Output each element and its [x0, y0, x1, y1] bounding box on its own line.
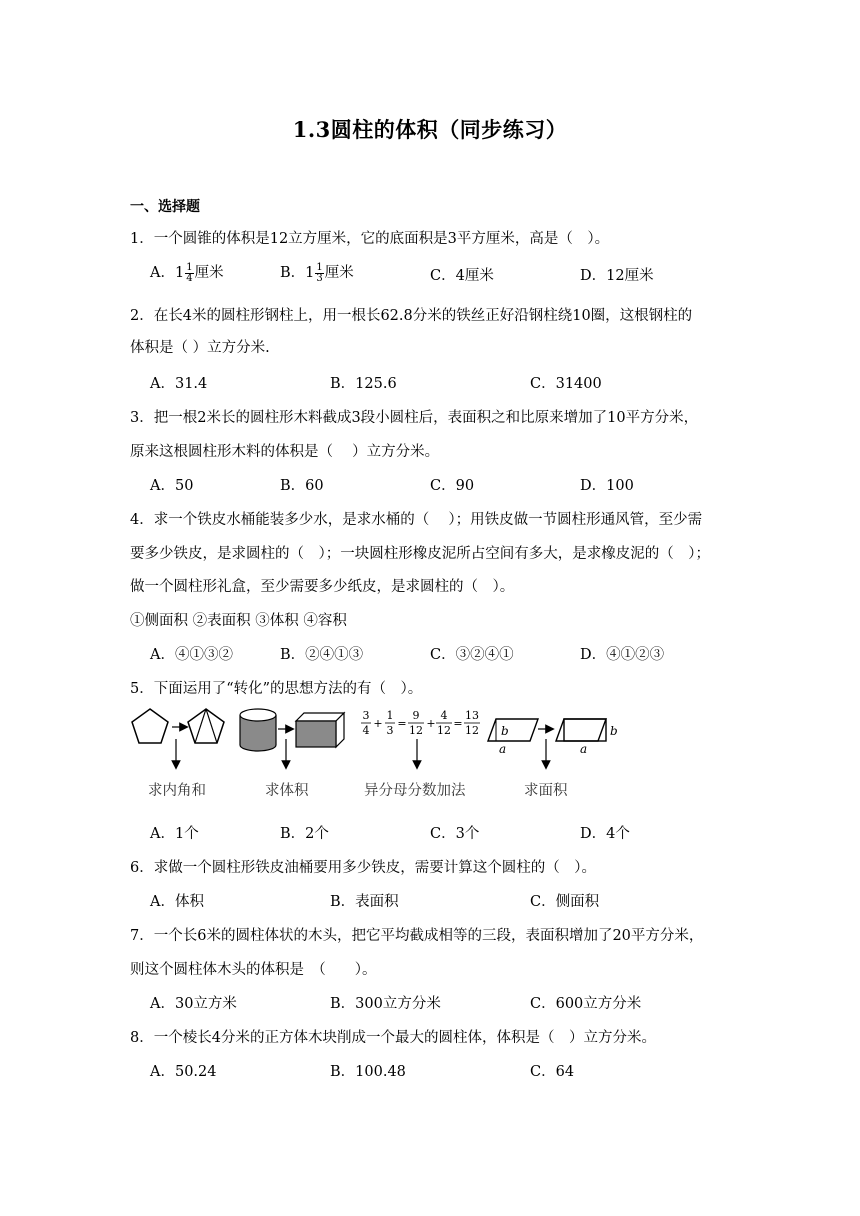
- q1-option-b-label: B．: [280, 265, 306, 281]
- q1-option-b-fraction: [315, 263, 323, 284]
- q2-option-a[interactable]: A．31.4: [150, 376, 208, 392]
- q1-option-b[interactable]: [280, 261, 354, 284]
- eq-d4: 12: [437, 724, 451, 737]
- label-b: b: [610, 724, 618, 738]
- eq-d2: 3: [386, 724, 394, 737]
- eq-n5: 13: [465, 709, 479, 722]
- q1-option-c[interactable]: C．4厘米: [430, 268, 494, 284]
- q1-option-d[interactable]: D．12厘米: [580, 268, 654, 284]
- q3-option-d[interactable]: D．100: [580, 478, 634, 494]
- eq-n2: 1: [386, 709, 394, 722]
- eq-d1: 4: [362, 724, 370, 737]
- eq-d3: 12: [409, 724, 423, 737]
- q3-option-a[interactable]: A．50: [150, 478, 194, 494]
- q8-stem: 8．一个棱长4分米的正方体木块削成一个最大的圆柱体，体积是（ ）立方分米。: [130, 1030, 656, 1046]
- eq-n4: 4: [440, 709, 448, 722]
- q2-stem-line2: 体积是（ ）立方分米.: [130, 340, 270, 356]
- q7-stem-line1: 7．一个长6米的圆柱体状的木头，把它平均截成相等的三段，表面积增加了20平方分米，: [130, 928, 704, 944]
- q5-option-d[interactable]: D．4个: [580, 826, 630, 842]
- caption-interior-angle: 求内角和: [148, 783, 206, 799]
- q4-option-d[interactable]: D．④①②③: [580, 647, 665, 663]
- q5-stem: 5．下面运用了“转化”的思想方法的有（ ）。: [130, 681, 423, 697]
- q1-option-b-whole: 1: [305, 265, 315, 281]
- q4-option-b[interactable]: B．②④①③: [280, 647, 364, 663]
- svg-text:=: =: [397, 717, 407, 730]
- q8-option-a[interactable]: A．50.24: [150, 1064, 217, 1080]
- label-a: a: [499, 742, 507, 756]
- label-a: a: [580, 742, 588, 756]
- q6-option-a[interactable]: A．体积: [150, 894, 204, 910]
- q7-stem-line2: 则这个圆柱体木头的体积是 （ ）。: [130, 962, 377, 978]
- q4-choice-list: ①侧面积 ②表面积 ③体积 ④容积: [130, 613, 347, 629]
- q4-option-c[interactable]: C．③②④①: [430, 647, 514, 663]
- q4-option-a[interactable]: A．④①③②: [150, 647, 233, 663]
- q2-stem-line1: 2．在长4米的圆柱形钢柱上，用一根长62.8分米的铁丝正好沿钢柱绕10圈，这根钢柱的: [130, 308, 693, 324]
- q5-option-c[interactable]: C．3个: [430, 826, 480, 842]
- rectangle-from-parallelogram-shape: [556, 719, 618, 756]
- eq-n3: 9: [412, 709, 420, 722]
- caption-volume: 求体积: [265, 783, 309, 799]
- q2-option-c[interactable]: C．31400: [530, 376, 602, 392]
- fraction-equation: [361, 709, 480, 737]
- q1-a-denominator: 4: [186, 272, 193, 284]
- q7-option-a[interactable]: A．30立方米: [150, 996, 237, 1012]
- q3-stem-line2: 原来这根圆柱形木料的体积是（ ）立方分米。: [130, 444, 440, 460]
- q1-option-a-label: A．: [150, 265, 175, 281]
- q1-b-numerator: 1: [316, 261, 323, 273]
- q5-option-a[interactable]: A．1个: [150, 826, 199, 842]
- pentagon-triangulated-shape: [188, 709, 224, 743]
- q1-option-b-unit: 厘米: [324, 265, 354, 281]
- q1-b-denominator: 3: [316, 272, 323, 284]
- q5-figure: [126, 705, 626, 775]
- caption-area: 求面积: [524, 783, 568, 799]
- q6-option-b[interactable]: B．表面积: [330, 894, 399, 910]
- q7-option-c[interactable]: C．600立方分米: [530, 996, 642, 1012]
- q6-stem: 6．求做一个圆柱形铁皮油桶要用多少铁皮，需要计算这个圆柱的（ ）。: [130, 860, 596, 876]
- q1-a-numerator: 1: [186, 261, 193, 273]
- eq-d5: 12: [465, 724, 479, 737]
- parallelogram-shape: [488, 719, 538, 756]
- eq-n1: 3: [362, 709, 370, 722]
- q7-option-b[interactable]: B．300立方分米: [330, 996, 441, 1012]
- page-title: 1.3圆柱的体积（同步练习）: [292, 117, 568, 142]
- cylinder-shape: [240, 709, 276, 751]
- q1-option-a-fraction: [185, 263, 193, 284]
- q3-option-b[interactable]: B．60: [280, 478, 324, 494]
- q1-option-a-unit: 厘米: [194, 265, 224, 281]
- q2-option-b[interactable]: B．125.6: [330, 376, 397, 392]
- pentagon-shape: [132, 709, 168, 743]
- q6-option-c[interactable]: C．侧面积: [530, 894, 600, 910]
- q1-stem: 1．一个圆锥的体积是12立方厘米，它的底面积是3平方厘米，高是（ ）。: [130, 231, 610, 247]
- section-heading: 一、选择题: [130, 199, 200, 215]
- q3-stem-line1: 3．把一根2米长的圆柱形木料截成3段小圆柱后，表面积之和比原来增加了10平方分米，: [130, 410, 699, 426]
- label-b: b: [501, 724, 509, 738]
- q1-option-a[interactable]: [150, 261, 224, 284]
- cuboid-shape: [296, 713, 344, 747]
- q1-option-a-whole: 1: [174, 265, 185, 281]
- q3-option-c[interactable]: C．90: [430, 478, 475, 494]
- q8-option-c[interactable]: C．64: [530, 1064, 575, 1080]
- q8-option-b[interactable]: B．100.48: [330, 1064, 406, 1080]
- caption-fraction-addition: 异分母分数加法: [364, 783, 466, 799]
- svg-text:+: +: [373, 717, 383, 730]
- q5-option-b[interactable]: B．2个: [280, 826, 329, 842]
- svg-text:+: +: [426, 717, 436, 730]
- q4-stem-line2: 要多少铁皮，是求圆柱的（ ）；一块圆柱形橡皮泥所占空间有多大，是求橡皮泥的（ ）；: [130, 546, 710, 562]
- q4-stem-line3: 做一个圆柱形礼盒，至少需要多少纸皮，是求圆柱的（ ）。: [130, 579, 515, 595]
- svg-text:=: =: [453, 717, 463, 730]
- q4-stem-line1: 4．求一个铁皮水桶能装多少水，是求水桶的（ ）；用铁皮做一节圆柱形通风管，至少需: [130, 512, 703, 528]
